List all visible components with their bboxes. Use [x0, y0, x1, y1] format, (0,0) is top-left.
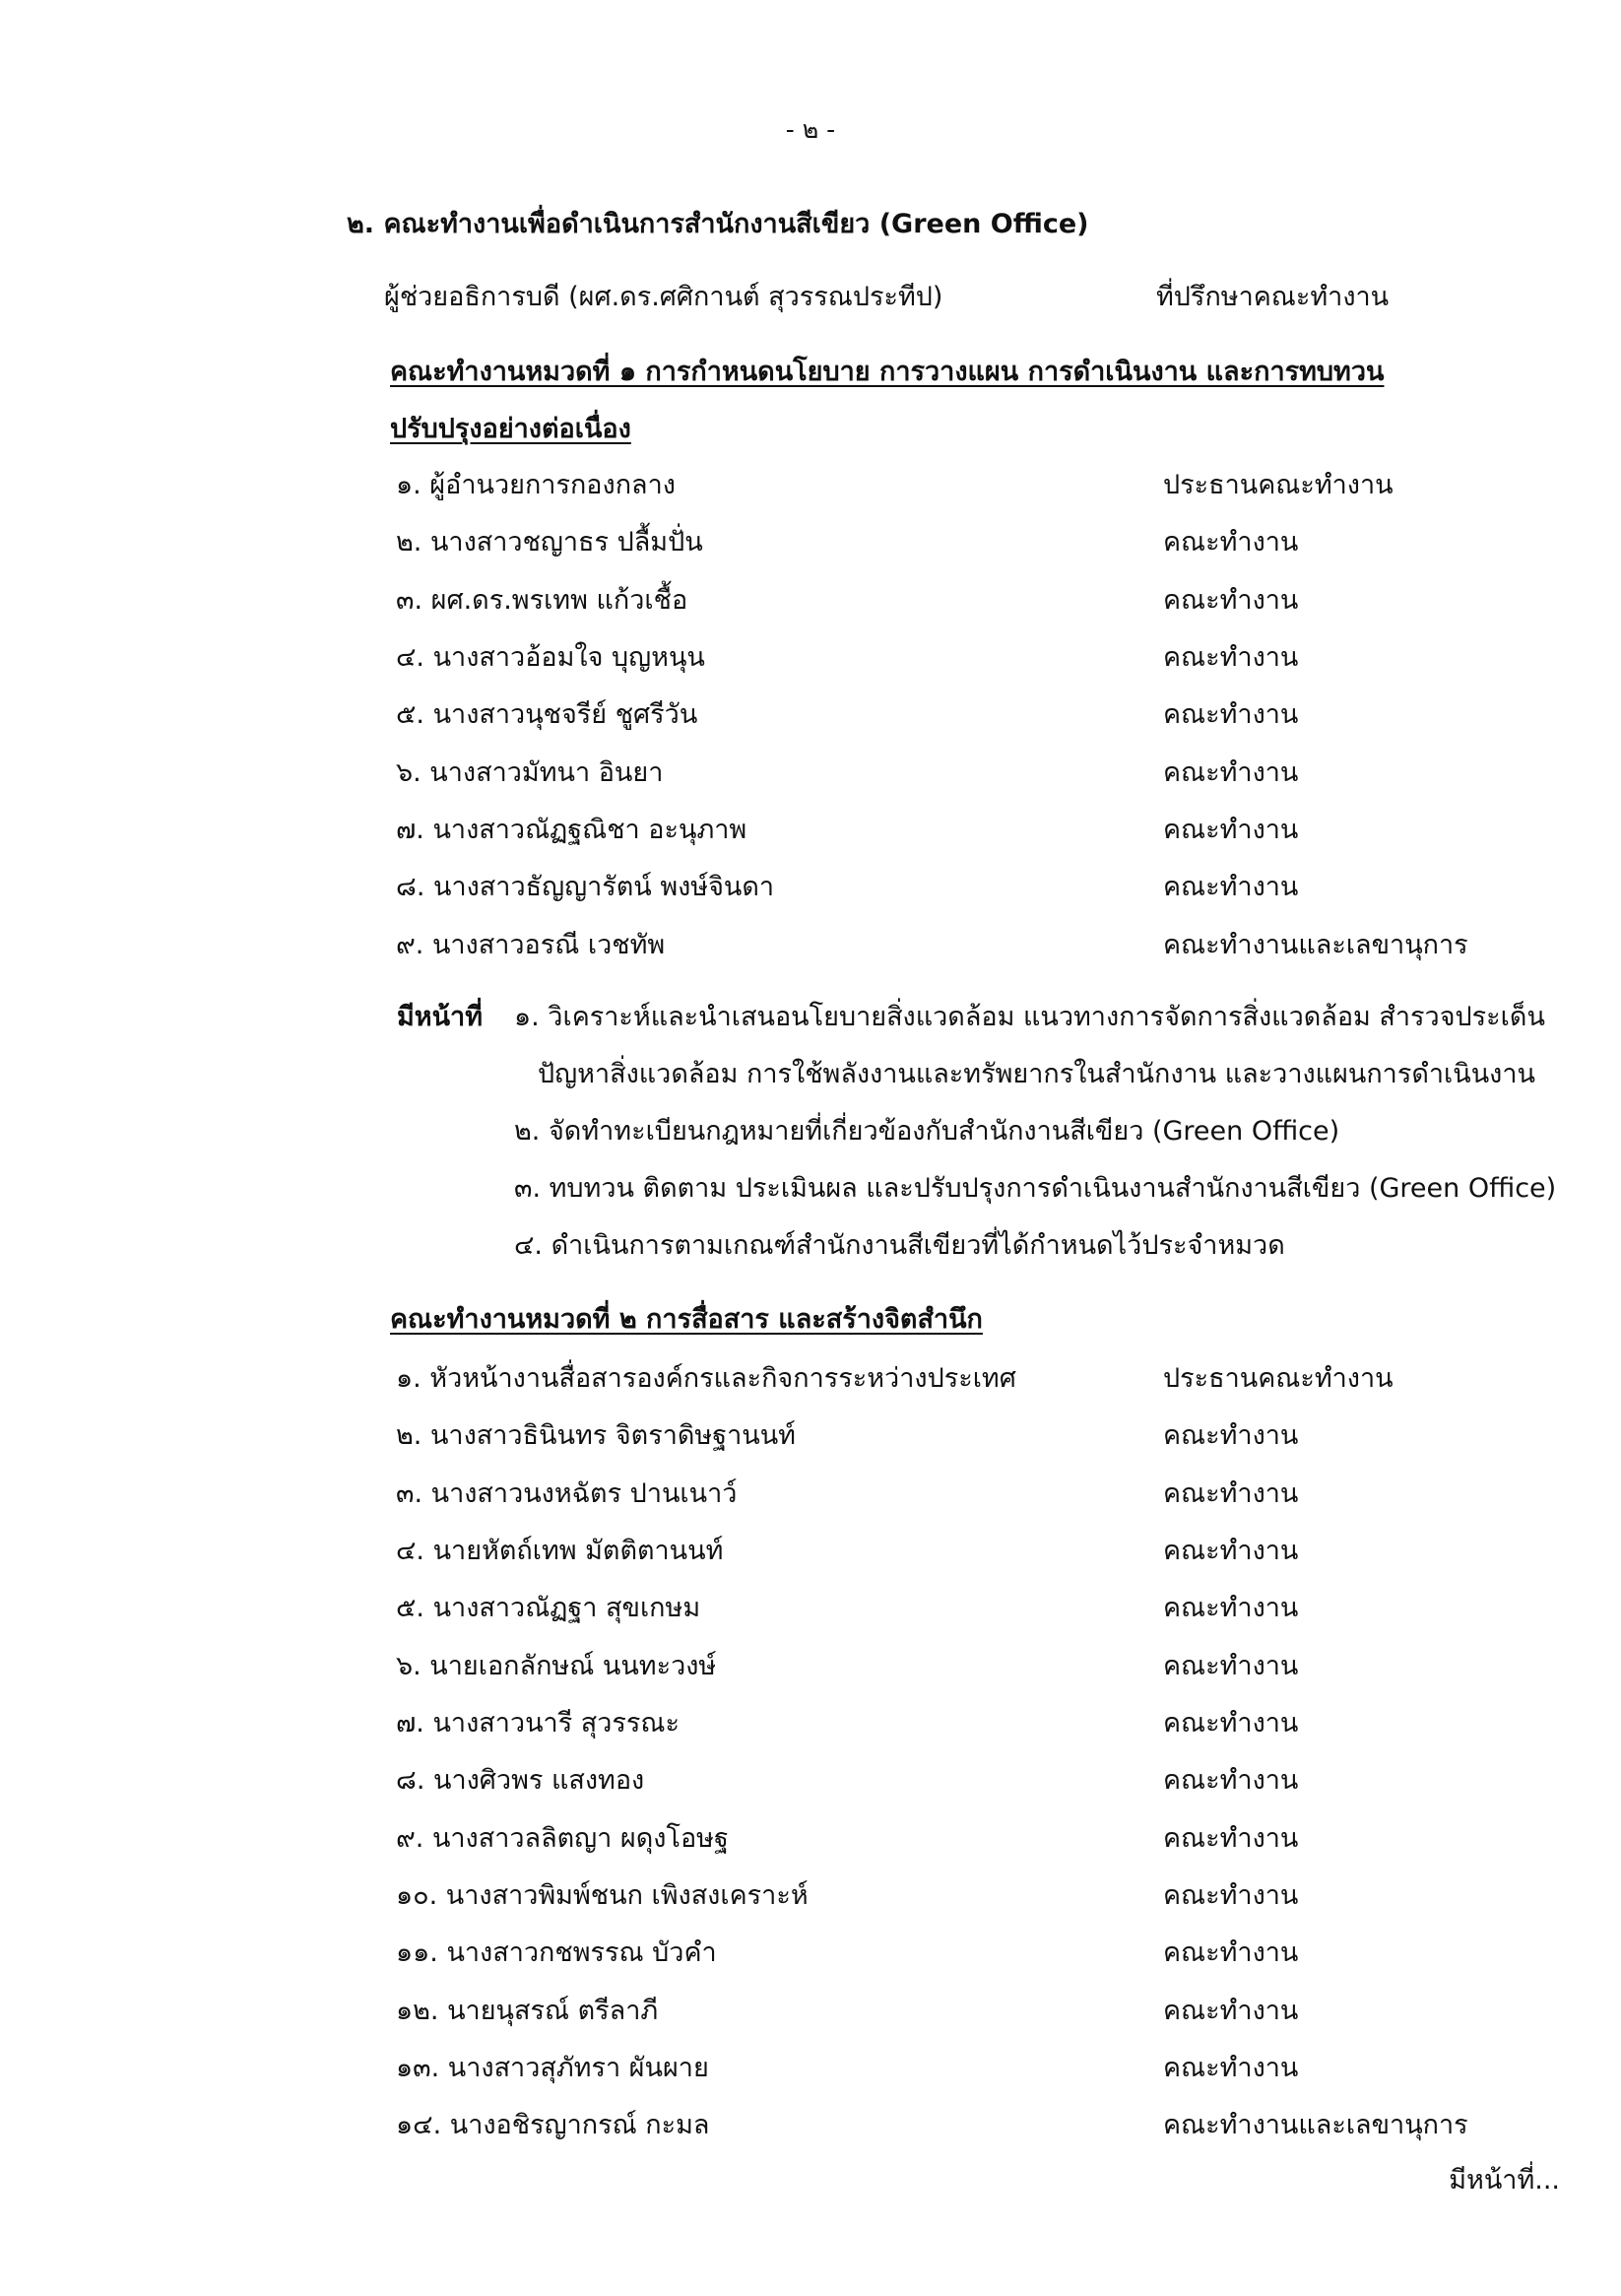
- member-name: ๒. นางสาวธินินทร จิตราดิษฐานนท์: [396, 1420, 796, 1451]
- member-role: คณะทำงาน: [1163, 642, 1299, 673]
- member-role: คณะทำงาน: [1163, 699, 1299, 730]
- member-name: ๗. นางสาวณัฏฐณิชา อะนุภาพ: [396, 815, 747, 845]
- duty-item: ๑. วิเคราะห์และนำเสนอนโยบายสิ่งแวดล้อม แนวทางการจัดการสิ่งแวดล้อม สำรวจประเด็น: [514, 1002, 1545, 1032]
- continuation-text: มีหน้าที่...: [1449, 2165, 1560, 2196]
- member-role: คณะทำงาน: [1163, 585, 1299, 616]
- duty-item: ๔. ดำเนินการตามเกณฑ์สำนักงานสีเขียวที่ได้กำหนดไว้ประจำหมวด: [514, 1230, 1285, 1261]
- group1-heading-line2: ปรับปรุงอย่างต่อเนื่อง: [390, 414, 631, 444]
- duty-item: ปัญหาสิ่งแวดล้อม การใช้พลังงานและทรัพยากรในสำนักงาน และวางแผนการดำเนินงาน: [538, 1059, 1535, 1089]
- duties-label: มีหน้าที่: [397, 1002, 484, 1032]
- member-name: ๘. นางศิวพร แสงทอง: [396, 1765, 645, 1796]
- member-role: คณะทำงาน: [1163, 1478, 1299, 1509]
- member-name: ๒. นางสาวชญาธร ปลื้มปั่น: [396, 527, 703, 558]
- member-name: ๔. นางสาวอ้อมใจ บุญหนุน: [396, 642, 705, 673]
- member-name: ๙. นางสาวอรณี เวชทัพ: [396, 930, 666, 960]
- member-role: คณะทำงาน: [1163, 815, 1299, 845]
- group1-heading-line1: คณะทำงานหมวดที่ ๑ การกำหนดนโยบาย การวางแผน การดำเนินงาน และการทบทวน: [390, 357, 1385, 387]
- member-role: คณะทำงาน: [1163, 1823, 1299, 1854]
- duty-item: ๒. จัดทำทะเบียนกฎหมายที่เกี่ยวข้องกับสำนักงานสีเขียว (Green Office): [514, 1116, 1340, 1147]
- member-role: คณะทำงาน: [1163, 1593, 1299, 1623]
- member-role: คณะทำงานและเลขานุการ: [1163, 2110, 1468, 2140]
- duty-item: ๓. ทบทวน ติดตาม ประเมินผล และปรับปรุงการดำเนินงานสำนักงานสีเขียว (Green Office): [514, 1173, 1557, 1204]
- member-name: ๕. นางสาวณัฏฐา สุขเกษม: [396, 1593, 701, 1623]
- member-role: คณะทำงาน: [1163, 2053, 1299, 2083]
- advisor-role: ที่ปรึกษาคณะทำงาน: [1156, 282, 1390, 312]
- page-number: - ๒ -: [785, 115, 836, 144]
- member-role: คณะทำงาน: [1163, 1420, 1299, 1451]
- member-role: คณะทำงาน: [1163, 1651, 1299, 1681]
- member-name: ๑๑. นางสาวกชพรรณ บัวคำ: [396, 1937, 717, 1968]
- section-title: ๒. คณะทำงานเพื่อดำเนินการสำนักงานสีเขียว (Green Office): [347, 209, 1089, 239]
- member-role: คณะทำงาน: [1163, 1937, 1299, 1968]
- member-role: คณะทำงาน: [1163, 1765, 1299, 1796]
- member-name: ๑๐. นางสาวพิมพ์ชนก เพิงสงเคราะห์: [396, 1880, 809, 1911]
- member-name: ๕. นางสาวนุชจรีย์ ชูศรีวัน: [396, 699, 698, 730]
- member-role: คณะทำงาน: [1163, 1996, 1299, 2026]
- member-role: คณะทำงาน: [1163, 872, 1299, 902]
- member-role: คณะทำงานและเลขานุการ: [1163, 930, 1468, 960]
- member-name: ๑๒. นายนุสรณ์ ตรีลาภี: [396, 1996, 659, 2026]
- member-role: ประธานคณะทำงาน: [1163, 470, 1394, 500]
- member-name: ๑๔. นางอชิรญากรณ์ กะมล: [396, 2110, 710, 2140]
- member-name: ๑. หัวหน้างานสื่อสารองค์กรและกิจการระหว่างประเทศ: [396, 1363, 1016, 1394]
- member-role: ประธานคณะทำงาน: [1163, 1363, 1394, 1394]
- member-name: ๓. นางสาวนงหฉัตร ปานเนาว์: [396, 1478, 738, 1509]
- member-name: ๘. นางสาวธัญญารัตน์ พงษ์จินดา: [396, 872, 775, 902]
- member-name: ๔. นายหัตถ์เทพ มัตติตานนท์: [396, 1536, 724, 1566]
- group2-heading: คณะทำงานหมวดที่ ๒ การสื่อสาร และสร้างจิตสำนึก: [390, 1304, 983, 1335]
- member-role: คณะทำงาน: [1163, 527, 1299, 558]
- member-name: ๑๓. นางสาวสุภัทรา ผันผาย: [396, 2053, 709, 2083]
- member-role: คณะทำงาน: [1163, 1880, 1299, 1911]
- member-name: ๓. ผศ.ดร.พรเทพ แก้วเชื้อ: [396, 585, 688, 616]
- member-role: คณะทำงาน: [1163, 1708, 1299, 1738]
- member-name: ๖. นายเอกลักษณ์ นนทะวงษ์: [396, 1651, 717, 1681]
- member-name: ๗. นางสาวนารี สุวรรณะ: [396, 1708, 680, 1738]
- member-role: คณะทำงาน: [1163, 757, 1299, 788]
- member-name: ๑. ผู้อำนวยการกองกลาง: [396, 470, 676, 500]
- member-name: ๙. นางสาวลลิตญา ผดุงโอษฐ: [396, 1823, 729, 1854]
- advisor-name: ผู้ช่วยอธิการบดี (ผศ.ดร.ศศิกานต์ สุวรรณประทีป): [384, 282, 943, 312]
- member-name: ๖. นางสาวมัทนา อินยา: [396, 757, 664, 788]
- member-role: คณะทำงาน: [1163, 1536, 1299, 1566]
